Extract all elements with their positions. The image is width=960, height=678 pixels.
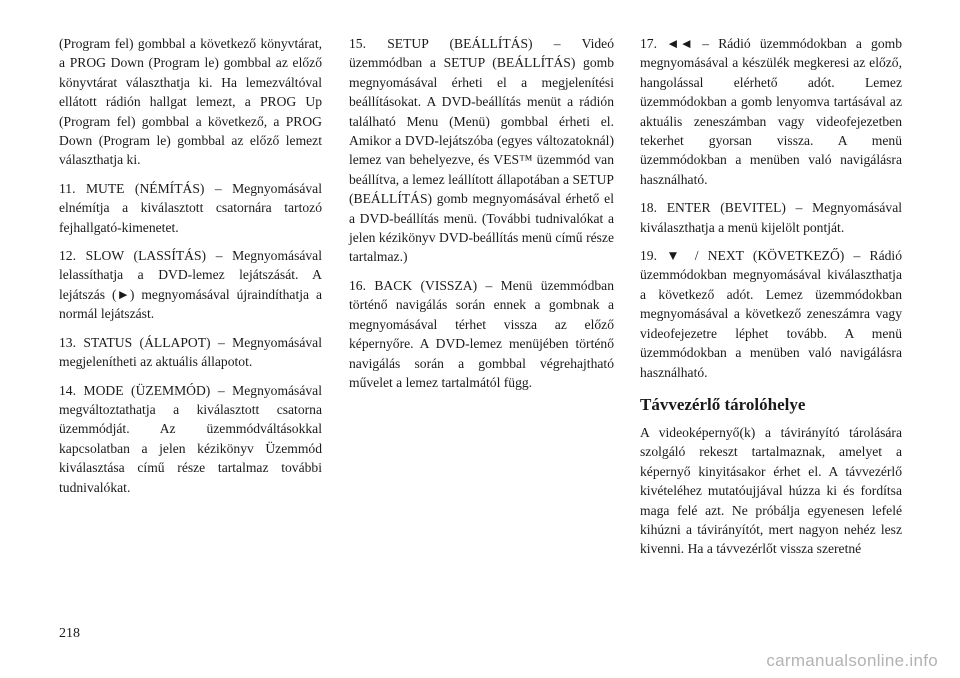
paragraph-item-14-mode: 14. MODE (ÜZEMMÓD) – Megnyomásával megváltoztathatja a kiválasztott csatorna üzemmódját. Az üzemmódváltásokkal kapcsolatban a jelen kézikönyv Üzemmód kiválasztása című része tartalmaz további tudnivalókat.	[59, 382, 322, 495]
paragraph-item-11-mute: 11. MUTE (NÉMÍTÁS) – Megnyomásával elnémítja a kiválasztott csatornára tartozó fejhallgató-kimenetet.	[59, 180, 322, 235]
paragraph-item-19-next: 19. ▼ / NEXT (KÖVETKEZŐ) – Rádió üzemmódokban megnyomásával kiválaszthatja a következő adót. Lemez üzemmódokban megnyomásával a következő zeneszámra vagy videofejezetre léphet tovább. A menü üzemmódokban a menüben való navigálásra használható.	[640, 248, 902, 380]
paragraph-prog-continuation: (Program fel) gombbal a következő könyvtárat, a PROG Down (Program le) gombbal az előző könyvtárat választhatja ki. Ha lemezváltóval ellátott rádión hallgat lemezt, a PROG Up (Program fel) gombbal a következő, a PROG Down (Program le) gombbal az előző lemezt választhatja ki.	[59, 36, 322, 168]
paragraph-item-15-setup: 15. SETUP (BEÁLLÍTÁS) – Videó üzemmódban a SETUP (BEÁLLÍTÁS) gomb megnyomásával érheti el a megjelenítési beállításokat. A DVD-beállítás menüt a rádión található Menu (Menü) gombbal érheti el. Amikor a DVD-lejátszóba (egyes változatoknál) lemez van behelyezve, és VES™ üzemmód van beállítva, a lemez leállított állapotában a SETUP (BEÁLLÍTÁS) gomb megnyomásával érhető el a DVD-beállítás menü. (További tudnivalókat a jelen kézikönyv DVD-beállítás menü című része tartalmaz.)	[349, 36, 614, 265]
paragraph-item-13-status: 13. STATUS (ÁLLAPOT) – Megnyomásával megjelenítheti az aktuális állapotot.	[59, 334, 322, 370]
section-heading-remote-storage: Távvezérlő tárolóhelye	[640, 394, 806, 414]
paragraph-item-16-back: 16. BACK (VISSZA) – Menü üzemmódban történő navigálás során ennek a gombnak a megnyomásával térhet vissza az előző képernyőre. A DVD-lemez menüjében történő navigálás során a gombbal végrehajtható művelet a lemez tartalmától függ.	[349, 277, 614, 390]
paragraph-item-18-enter: 18. ENTER (BEVITEL) – Megnyomásával kiválaszthatja a menü kijelölt pontját.	[640, 200, 902, 235]
paragraph-remote-storage: A videoképernyő(k) a távirányító tárolására szolgáló rekeszt tartalmaznak, amelyet a képernyő kinyitásakor érhet el. A távvezérlő kivételéhez mutatóujjával húzza ki és fordítsa maga felé azt. Ne próbálja egyenesen lefelé kihúzni a távirányítót, mert nagyon nehéz lesz kivenni. Ha a távvezérlőt vissza szeretné	[640, 424, 902, 557]
page-number: 218	[59, 626, 80, 641]
column-middle	[349, 34, 614, 401]
column-left	[59, 34, 322, 506]
paragraph-item-17-rewind: 17. ◄◄ – Rádió üzemmódokban a gomb megnyomásával a készülék megkeresi az előző, hangolással elérhető adót. Lemez üzemmódokban a gomb lenyomva tartásával az aktuális zeneszámban vagy videofejezetben tekerhet gyorsan vissza. A menü üzemmódokban a menüben való navigálásra használható.	[640, 36, 902, 187]
watermark: carmanualsonline.info	[766, 651, 938, 670]
column-right	[640, 34, 902, 568]
paragraph-item-12-slow: 12. SLOW (LASSÍTÁS) – Megnyomásával lelassíthatja a DVD-lemez lejátszását. A lejátszás (►) megnyomásával újraindíthatja a normál lejátszást.	[59, 248, 322, 322]
